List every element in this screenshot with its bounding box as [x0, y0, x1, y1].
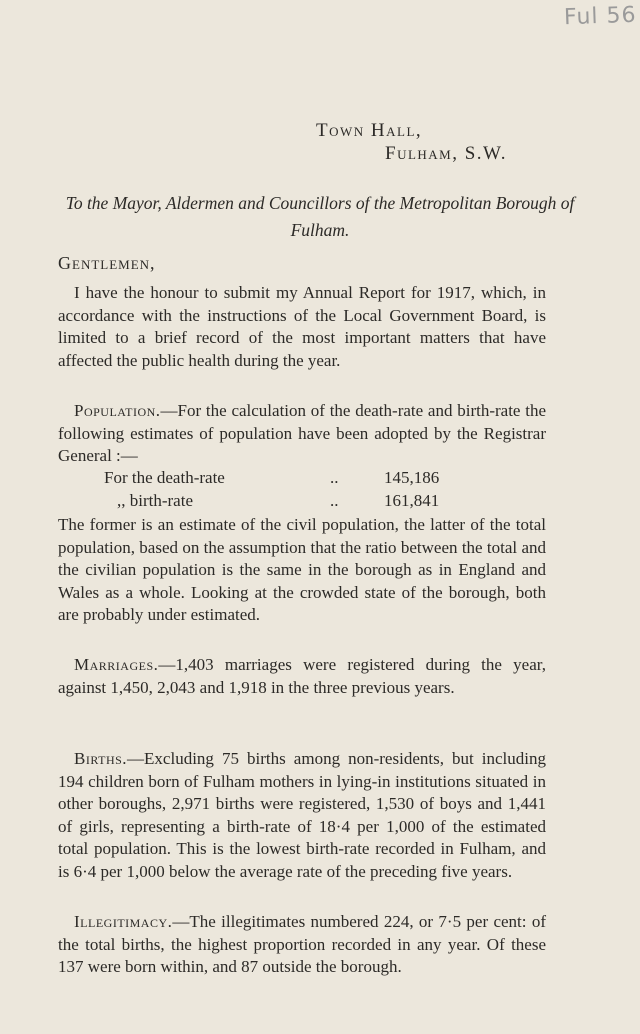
intro-paragraph: I have the honour to submit my Annual Report for 1917, which, in accordance with the instructions of the Local Government Board, is limited to a brief record of the most important matters that have affected the public health during the year. — [58, 283, 546, 370]
estimate-dots: .. — [330, 491, 339, 510]
population-paragraph — [58, 400, 546, 468]
handwritten-annotation: Ful 56 — [563, 2, 637, 31]
population-text: —For the calculation of the death-rate and birth-rate the following estimates of population have been adopted by the Registrar General :— — [58, 401, 546, 466]
address-line-2: Fulham, S.W. — [385, 143, 507, 164]
births-text: —Excluding 75 births among non-residents, but including 194 children born of Fulham mothers in lying-in institutions situated in other boroughs, 2,971 births were registered, 1,530 of boys and 1,441 of girls, representing a birth-rate of 18·4 per 1,000 of the estimated total population. This is the lowest birth-rate recorded in Fulham, and is 6·4 per 1,000 below the average rate of the preceding five years. — [58, 749, 546, 881]
illegitimacy-heading: Illegitimacy. — [74, 912, 173, 931]
births-heading: Births. — [74, 749, 128, 768]
births-paragraph — [58, 748, 546, 884]
estimate-label: ,, birth-rate — [117, 491, 193, 510]
illegitimacy-text: —The illegitimates numbered 224, or 7·5 per cent: of the total births, the highest proportion recorded in any year. Of these 137 were born within, and 87 outside the borough. — [58, 912, 546, 977]
salutation: Gentlemen, — [58, 253, 156, 273]
marriages-paragraph — [58, 654, 546, 699]
marriages-heading: Marriages. — [74, 655, 159, 674]
estimate-value: 145,186 — [384, 468, 440, 487]
addressee: To the Mayor, Aldermen and Councillors of the Metropolitan Borough of Fulham. — [65, 193, 575, 240]
population-heading: Population. — [74, 401, 161, 420]
illegitimacy-paragraph — [58, 911, 546, 979]
address-line-1: Town Hall, — [316, 120, 423, 141]
estimate-label: For the death-rate — [104, 468, 225, 487]
estimate-dots: .. — [330, 468, 339, 487]
marriages-text: —1,403 marriages were registered during the year, against 1,450, 2,043 and 1,918 in the three previous years. — [58, 655, 546, 697]
population-continuation: The former is an estimate of the civil population, the latter of the total population, based on the assumption that the ratio between the total and the civilian population is the same in the borough as in England and Wales as a whole. Looking at the crowded state of the borough, both are probably under estimated. — [58, 515, 546, 625]
estimate-value: 161,841 — [384, 491, 440, 510]
